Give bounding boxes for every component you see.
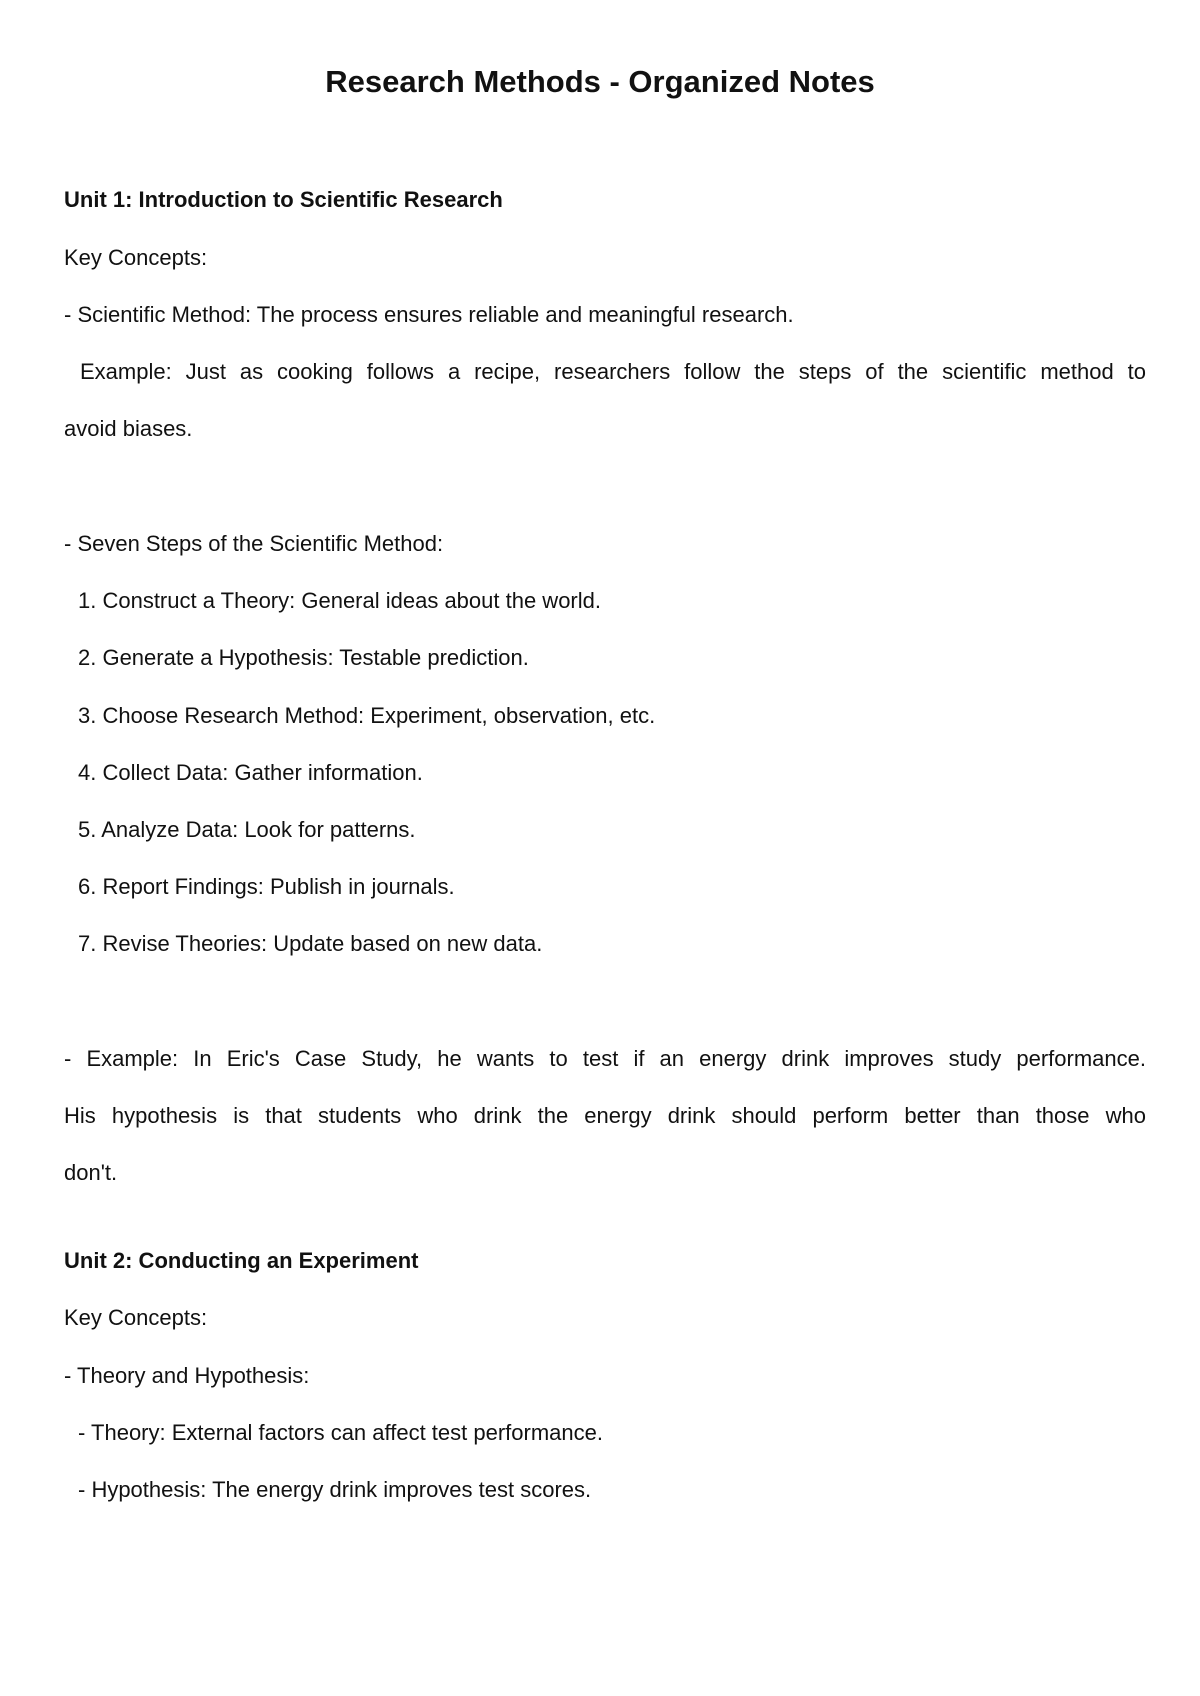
- cooking-example-line-1: [64, 357, 1146, 387]
- cooking-example-text: Example: Just as cooking follows a recipe, researchers follow the steps of the scientific method to: [80, 359, 1146, 384]
- step-item: 7. Revise Theories: Update based on new data.: [78, 931, 543, 956]
- step-item: 5. Analyze Data: Look for patterns.: [78, 817, 416, 842]
- unit-2-key-concepts-label: Key Concepts:: [64, 1305, 208, 1330]
- case-study-line-1: - Example: In Eric's Case Study, he wants to test if an energy drink improves study performance.: [64, 1046, 1146, 1071]
- theory-and-hypothesis-item: - Theory and Hypothesis:: [64, 1363, 310, 1388]
- cooking-example-line-2: avoid biases.: [64, 416, 193, 441]
- scientific-method-item: - Scientific Method: The process ensures reliable and meaningful research.: [64, 302, 794, 327]
- step-item: 3. Choose Research Method: Experiment, observation, etc.: [78, 703, 656, 728]
- hypothesis-subitem: - Hypothesis: The energy drink improves test scores.: [78, 1477, 592, 1502]
- step-item: 2. Generate a Hypothesis: Testable prediction.: [78, 645, 529, 670]
- seven-steps-heading: - Seven Steps of the Scientific Method:: [64, 531, 444, 556]
- unit-1-key-concepts-label: Key Concepts:: [64, 245, 208, 270]
- document-title: Research Methods - Organized Notes: [325, 64, 875, 99]
- step-item: 1. Construct a Theory: General ideas about the world.: [78, 588, 601, 613]
- step-item: 4. Collect Data: Gather information.: [78, 760, 423, 785]
- unit-1-heading: Unit 1: Introduction to Scientific Research: [64, 187, 503, 212]
- unit-2-heading: Unit 2: Conducting an Experiment: [64, 1248, 419, 1273]
- case-study-line-2: His hypothesis is that students who drink the energy drink should perform better than those who: [64, 1103, 1146, 1128]
- step-item: 6. Report Findings: Publish in journals.: [78, 874, 455, 899]
- case-study-line-3: don't.: [64, 1160, 118, 1185]
- theory-subitem: - Theory: External factors can affect test performance.: [78, 1420, 603, 1445]
